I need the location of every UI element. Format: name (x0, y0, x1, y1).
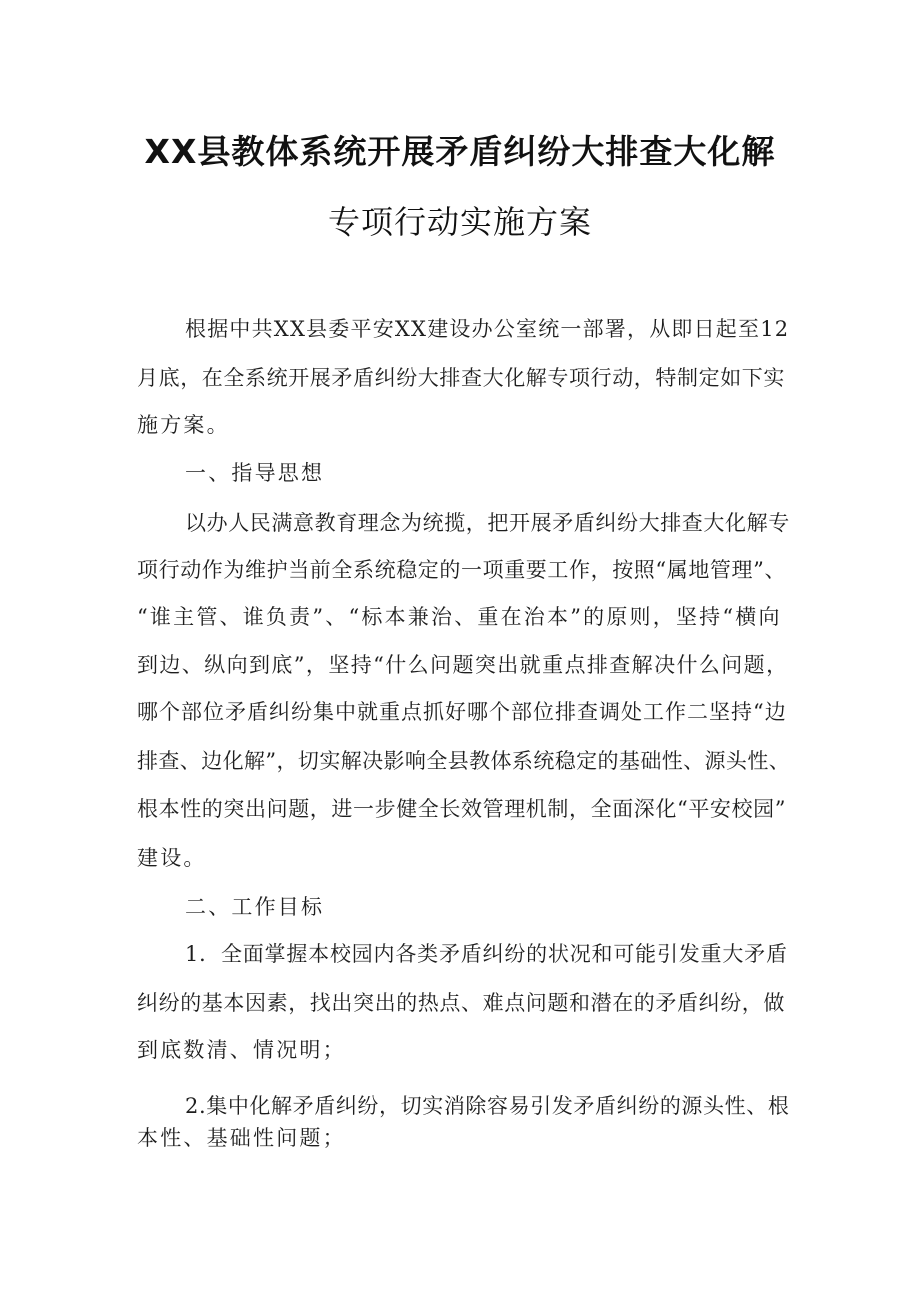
goal-2-line-1: 2.集中化解矛盾纠纷，切实消除容易引发矛盾纠纷的源头性、根 (185, 1094, 790, 1118)
intro-line-1: 根据中共XX县委平安XX建设办公室统一部署，从即日起至12 (185, 317, 790, 341)
section-1-line-1: 以办人民满意教育理念为统揽，把开展矛盾纠纷大排查大化解专 (185, 511, 790, 535)
document-title-line-2: 专项行动实施方案 (327, 203, 592, 241)
section-2-heading: 二、工作目标 (185, 895, 325, 919)
intro-line-2: 月底，在全系统开展矛盾纠纷大排查大化解专项行动，特制定如下实 (137, 366, 785, 390)
section-1-line-5: 哪个部位矛盾纠纷集中就重点抓好哪个部位排查调处工作二坚持“边 (137, 700, 787, 724)
goal-1-line-2: 纠纷的基本因素，找出突出的热点、难点问题和潜在的矛盾纠纷，做 (137, 991, 785, 1015)
section-1-line-6: 排查、边化解”，切实解决影响全县教体系统稳定的基础性、源头性、 (137, 749, 791, 773)
section-1-heading: 一、指导思想 (185, 461, 325, 485)
intro-line-3: 施方案。 (137, 413, 230, 437)
section-1-line-2: 项行动作为维护当前全系统稳定的一项重要工作，按照“属地管理”、 (137, 558, 787, 582)
goal-1-line-1: 1．全面掌握本校园内各类矛盾纠纷的状况和可能引发重大矛盾 (185, 942, 788, 966)
section-1-line-8: 建设。 (137, 846, 207, 870)
document-title-line-1: XX县教体系统开展矛盾纠纷大排查大化解 (144, 132, 776, 171)
section-1-line-4: 到边、纵向到底”，坚持“什么问题突出就重点排查解决什么问题， (137, 653, 789, 677)
goal-1-line-3: 到底数清、情况明； (137, 1038, 346, 1062)
section-1-line-3: “谁主管、谁负责”、“标本兼治、重在治本”的原则，坚持“横向 (137, 605, 782, 629)
goal-2-line-2: 本性、基础性问题； (137, 1126, 346, 1150)
section-1-line-7: 根本性的突出问题，进一步健全长效管理机制，全面深化“平安校园” (137, 797, 787, 821)
